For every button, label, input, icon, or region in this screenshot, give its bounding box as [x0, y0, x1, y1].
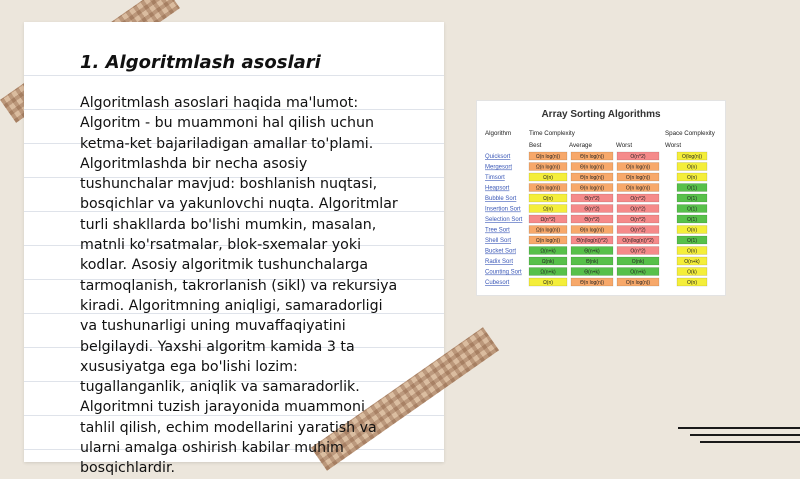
complexity-cell-label: O(1) — [687, 238, 697, 244]
table-row-name: Tree Sort — [485, 227, 510, 234]
complexity-cell-label: O(1) — [687, 185, 697, 192]
complexity-cell-label: Θ(n log(n)) — [579, 280, 605, 286]
table-row-name: Shell Sort — [485, 238, 512, 244]
table-row-name: Selection Sort — [485, 217, 523, 223]
header-space-worst: Worst — [665, 142, 682, 149]
complexity-cell-label: Ω(n) — [543, 175, 553, 181]
complexity-cell-label: O(k) — [687, 269, 697, 276]
complexity-cell-label: Ω(n log(n)) — [535, 238, 561, 244]
decorative-line — [700, 441, 800, 443]
complexity-cell-label: O(n(log(n))^2) — [622, 238, 654, 244]
complexity-cell-label: Ω(n^2) — [540, 217, 556, 223]
complexity-cell-label: O(n) — [687, 175, 697, 181]
complexity-cell-label: O(n log(n)) — [625, 185, 651, 192]
complexity-cell-label: Ω(n log(n)) — [535, 154, 561, 160]
complexity-cell-label: O(n) — [687, 248, 697, 255]
decorative-line — [690, 434, 800, 436]
table-row-name: Cubesort — [485, 280, 510, 286]
slide-title: 1. Algoritmlash asoslari — [80, 52, 321, 73]
complexity-cell-label: Ω(n) — [543, 280, 553, 286]
complexity-cell-label: Θ(n^2) — [584, 206, 600, 213]
complexity-cell-label: Ω(n+k) — [540, 269, 556, 276]
complexity-cell-label: Θ(n+k) — [584, 248, 600, 255]
complexity-cell-label: Ω(n log(n)) — [535, 227, 561, 234]
complexity-cell-label: Θ(n log(n)) — [579, 154, 605, 160]
header-worst: Worst — [616, 142, 633, 149]
table-row-name: Bucket Sort — [485, 248, 517, 255]
complexity-cell-label: Θ(nk) — [585, 259, 599, 265]
complexity-cell-label: Θ(n^2) — [584, 196, 600, 202]
table-row-name: Mergesort — [485, 164, 513, 171]
complexity-cell-label: Ω(n) — [543, 206, 553, 213]
header-space-complexity: Space Complexity — [665, 130, 715, 137]
table-row-name: Bubble Sort — [485, 196, 517, 202]
complexity-cell-label: O(n) — [687, 227, 697, 234]
complexity-cell-label: O(nk) — [631, 259, 645, 265]
table-row-name: Radix Sort — [485, 259, 514, 265]
table-row-name: Heapsort — [485, 185, 510, 192]
header-average: Average — [569, 142, 592, 149]
complexity-cell-label: Θ(n log(n)) — [579, 185, 605, 192]
complexity-cell-label: O(n log(n)) — [625, 164, 651, 171]
complexity-cell-label: O(n^2) — [630, 196, 646, 202]
table-row-name: Timsort — [485, 175, 505, 181]
complexity-cell-label: Θ(n log(n)) — [579, 175, 605, 181]
complexity-cell-label: O(1) — [687, 206, 697, 213]
complexity-cell-label: Ω(nk) — [541, 259, 555, 265]
sorting-complexity-table — [477, 101, 725, 295]
decorative-line — [678, 427, 800, 429]
complexity-cell-label: Θ(n log(n)) — [579, 227, 605, 234]
header-algorithm: Algorithm — [485, 130, 512, 137]
complexity-cell-label: Θ(n log(n)) — [579, 164, 605, 171]
table-title: Array Sorting Algorithms — [541, 109, 661, 120]
complexity-cell-label: O(log(n)) — [681, 154, 703, 160]
complexity-cell-label: O(n^2) — [630, 227, 646, 234]
complexity-cell-label: Θ(n^2) — [584, 217, 600, 223]
complexity-cell-label: O(n^2) — [630, 206, 646, 213]
complexity-cell-label: O(1) — [687, 196, 697, 202]
sorting-table-image — [476, 100, 726, 296]
complexity-cell-label: O(n) — [687, 280, 697, 286]
complexity-cell-label: O(n^2) — [630, 248, 646, 255]
complexity-cell-label: O(n+k) — [684, 259, 700, 265]
complexity-cell-label: O(n) — [687, 164, 697, 171]
complexity-cell-label: O(n^2) — [630, 217, 646, 223]
complexity-cell-label: Ω(n+k) — [540, 248, 556, 255]
header-time-complexity: Time Complexity — [529, 130, 575, 137]
table-row-name: Counting Sort — [485, 269, 522, 276]
complexity-cell-label: Θ(n(log(n))^2) — [576, 238, 608, 244]
header-best: Best — [529, 142, 542, 149]
complexity-cell-label: O(n log(n)) — [625, 280, 651, 286]
complexity-cell-label: O(n log(n)) — [625, 175, 651, 181]
complexity-cell-label: Ω(n log(n)) — [535, 164, 561, 171]
complexity-cell-label: O(n^2) — [630, 154, 646, 160]
complexity-cell-label: Θ(n+k) — [584, 269, 600, 276]
table-row-name: Insertion Sort — [485, 206, 521, 213]
complexity-cell-label: Ω(n) — [543, 196, 553, 202]
table-row-name: Quicksort — [485, 154, 511, 160]
complexity-cell-label: Ω(n log(n)) — [535, 185, 561, 192]
slide-body-text: Algoritmlash asoslari haqida ma'lumot: Algoritm - bu muammoni hal qilish uchun ketma-ket bajariladigan amallar to'plami. Algoritmlashda bir necha asosiy tushunchalar mavjud: boshlanish nuqtasi, bosqichlar va yakunlovchi nuqta. Algoritmlar turli shakllarda bo'lishi mumkin, masalan, matnli ko'rsatmalar, blok-sxemalar yoki kodlar. Asosiy algoritmik tushunchalarga tarmoqlanish, takrorlanish (sikl) va rekursiya kiradi. Algoritmning aniqligi, samaradorligi va tushunarligi uning muvaffaqiyatini belgilaydi. Yaxshi algoritm kamida 3 ta xususiyatga ega bo'lishi lozim: tugallanganlik, aniqlik va samaradorlik. Algoritmni tuzish jarayonida muammoni tahlil qilish, echim modellarini yaratish va ularni amalga oshirish kabilar muhim bosqichlardir. — [80, 95, 398, 477]
complexity-cell-label: O(1) — [687, 217, 697, 223]
complexity-cell-label: O(n+k) — [630, 269, 646, 276]
